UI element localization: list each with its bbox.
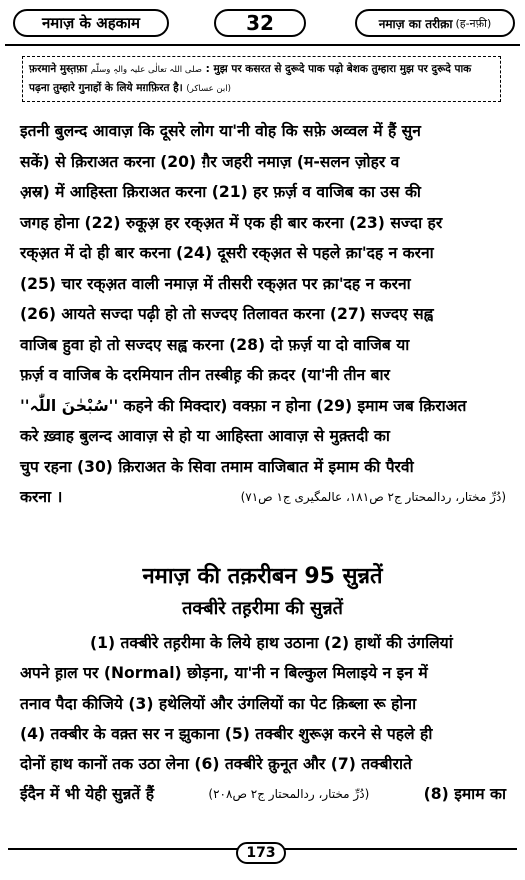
page-header bbox=[5, 6, 520, 46]
section-heading: नमाज़ की तक़रीबन 95 सुन्नतें bbox=[142, 564, 383, 589]
text-line: सकें) से क़िराअत करना (20) ग़ैर जहरी नमाज़ (म-सलन ज़ोहर व bbox=[20, 152, 400, 171]
text-line-final bbox=[20, 482, 506, 513]
text-line: वाजिब हुवा हो तो सज्दए सह्व करना (28) दो फ़र्ज़ या दो वाजिब या bbox=[20, 335, 410, 354]
last-line-tail: (8) इमाम का bbox=[423, 785, 506, 804]
text-line: (26) आयते सज्दा पढ़ी हो तो सज्दए तिलावत करना (27) सज्दए सह्व bbox=[20, 305, 434, 323]
text-line: फ़र्ज़ व वाजिब के दरमियान तीन तस्बीह़ की क़दर (या'नी तीन बार bbox=[20, 366, 390, 384]
hadith-source: (ابن عساکر) bbox=[186, 84, 231, 94]
text-line-last bbox=[20, 779, 506, 809]
header-divider bbox=[5, 44, 520, 46]
chapter-title bbox=[355, 9, 515, 37]
book-title: नमाज़ के अहकाम bbox=[13, 9, 169, 37]
text-line: रक्अ़त में दो ही बार करना (24) दूसरी रक्अ़त से पहले क़ा'दह न करना bbox=[20, 244, 434, 262]
chapter-subtitle: (ह-नफ़ी) bbox=[455, 16, 492, 30]
footer-page-number: 173 bbox=[236, 842, 286, 864]
hadith-arabic: صلی اللہ تعالٰی علیہ والہٖ وسلّم bbox=[90, 65, 202, 75]
text-line: इतनी बुलन्द आवाज़ कि दूसरे लोग या'नी वोह कि सफ़े अव्वल में हैं सुन bbox=[20, 122, 421, 140]
text-line: (25) चार रक्अ़त वाली नमाज़ में तीसरी रक्अ़त पर क़ा'दह न करना bbox=[20, 274, 411, 293]
text-line: (4) तक्बीर के वक़्त सर न झुकाना (5) तक्बीर शुरूअ़ करने से पहले ही bbox=[20, 724, 433, 743]
hadith-line-2 bbox=[29, 79, 494, 98]
text-line: अपने ह़ाल पर (Normal) छोड़ना, या'नी न बिल्कुल मिलाइये न इन में bbox=[20, 664, 428, 683]
text-line: तनाव पैदा कीजिये (3) हथेलियों और उंगलियों का पेट क़िब्ला रू होना bbox=[20, 694, 417, 713]
text-line: करे ख़्वाह बुलन्द आवाज़ से हो या आहिस्ता आवाज़ से मुक़्तदी का bbox=[20, 427, 390, 445]
header-page-number: 32 bbox=[214, 9, 306, 37]
reference-citation: (دُرِّ مختار، ردالمحتار ج۲ ص۱۸۱، عالمگیری ج۱ ص۷۱) bbox=[240, 490, 506, 504]
text-line: (1) तक्बीरे तह़रीमा के लिये हाथ उठाना (2) हाथों की उंगलियां bbox=[90, 634, 453, 652]
text-line: ''سُبْحٰنَ اللّٰہ'' कहने की मिक्दार) वक्फ़ा न होना (29) इमाम जब क़िराअत bbox=[20, 396, 467, 415]
paragraph-1 bbox=[20, 116, 506, 513]
last-line-text: ईदैन में भी येही सुन्नतें हैं bbox=[20, 785, 155, 804]
hadith-box bbox=[22, 56, 501, 102]
subsection-heading: तक्बीरे तह़रीमा की सुन्नतें bbox=[182, 598, 343, 619]
reference-citation: (دُرِّ مختار، ردالمحتار ج۲ ص۲۰۸) bbox=[208, 787, 370, 802]
hadith-line-1 bbox=[29, 60, 494, 79]
hadith-text-1: : मुझ पर कसरत से दुरूदे पाक पढ़ो बेशक तुम्हारा मुझ पर दुरूदे पाक bbox=[205, 63, 472, 75]
text-line: अ़स्र) में आहिस्ता क़िराअत करना (21) हर फ़र्ज़ व वाजिब का उस की bbox=[20, 183, 421, 201]
hadith-label: फ़रमाने मुस्त़फ़ा bbox=[29, 63, 88, 75]
paragraph-2 bbox=[20, 628, 506, 810]
paragraph-end: करना । bbox=[20, 488, 63, 506]
text-line: जगह होना (22) रुकूअ़ हर रक्अ़त में एक ही बार करना (23) सज्दा हर bbox=[20, 213, 443, 232]
chapter-title-text: नमाज़ का तरीक़ा bbox=[378, 16, 453, 31]
text-line: दोनों हाथ कानों तक उठा लेना (6) तक्बीरे क़ुनूत और (7) तक्बीराते bbox=[20, 755, 412, 774]
hadith-text-2: पढ़ना तुम्हारे गुनाहों के लिये मग़फ़िरत है। bbox=[29, 82, 183, 94]
text-line: चुप रहना (30) क़िराअत के सिवा तमाम वाजिबात में इमाम की पैरवी bbox=[20, 457, 414, 476]
